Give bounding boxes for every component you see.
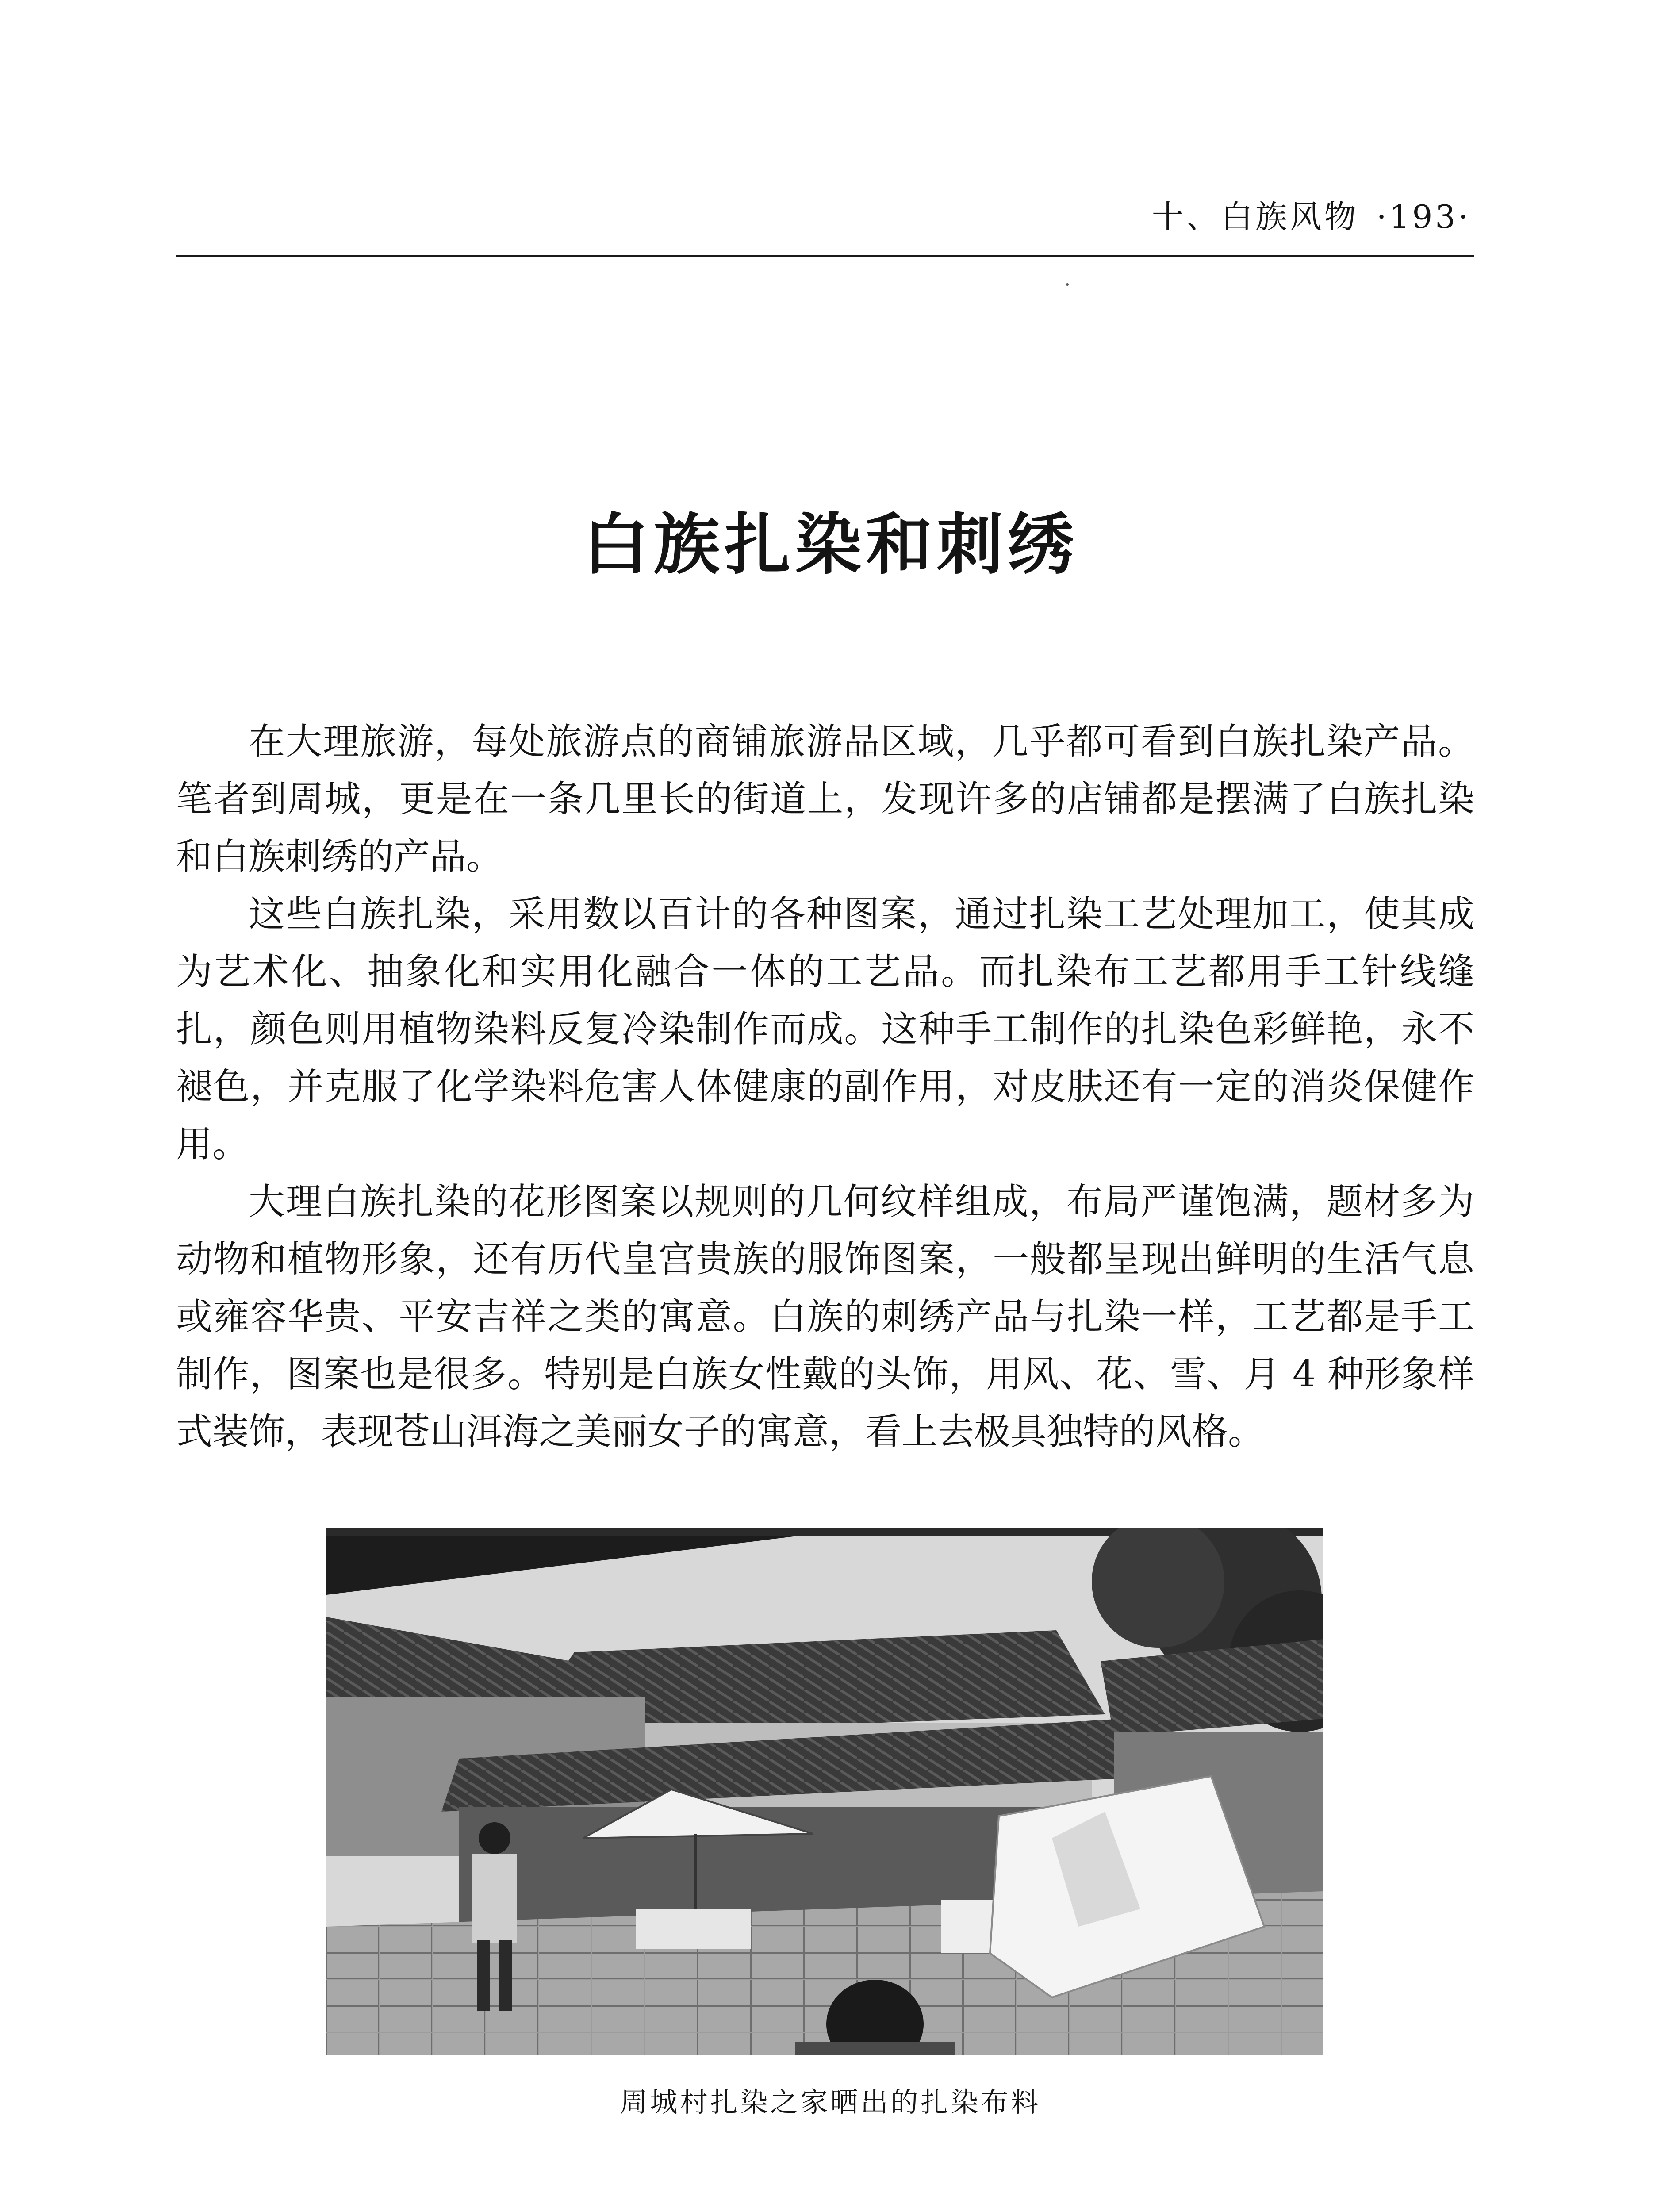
print-speck — [1066, 283, 1069, 286]
header-rule — [176, 255, 1474, 257]
page-number: ·193· — [1376, 198, 1471, 235]
running-head — [1152, 191, 1471, 237]
figure-caption: 周城村扎染之家晒出的扎染布料 — [620, 2086, 1041, 2118]
article-title: 白族扎染和刺绣 — [583, 506, 1078, 584]
section-title: 十、白族风物 — [1151, 198, 1359, 235]
courtyard-photo — [326, 1528, 1323, 2055]
paragraph: 大理白族扎染的花形图案以规则的几何纹样组成，布局严谨饱满，题材多为动物和植物形象，还有历代皇宫贵族的服饰图案，一般都呈现出鲜明的生活气息或雍容华贵、平安吉祥之类的寓意。白族的刺绣产品与扎染一样，工艺都是手工制作，图案也是很多。特别是白族女性戴的头饰，用风、花、雪、月 4 种形象样式装饰，表现苍山洱海之美丽女子的寓意，看上去极具独特的风格。 — [176, 1181, 1474, 1453]
paragraph: 在大理旅游，每处旅游点的商铺旅游品区域，几乎都可看到白族扎染产品。笔者到周城，更是在一条几里长的街道上，发现许多的店铺都是摆满了白族扎染和白族刺绣的产品。 — [176, 721, 1474, 878]
article-body — [176, 713, 1474, 1461]
paragraph: 这些白族扎染，采用数以百计的各种图案，通过扎染工艺处理加工，使其成为艺术化、抽象化和实用化融合一体的工艺品。而扎染布工艺都用手工针线缝扎，颜色则用植物染料反复冷染制作而成。这种手工制作的扎染色彩鲜艳，永不褪色，并克服了化学染料危害人体健康的副作用，对皮肤还有一定的消炎保健作用。 — [176, 893, 1474, 1165]
